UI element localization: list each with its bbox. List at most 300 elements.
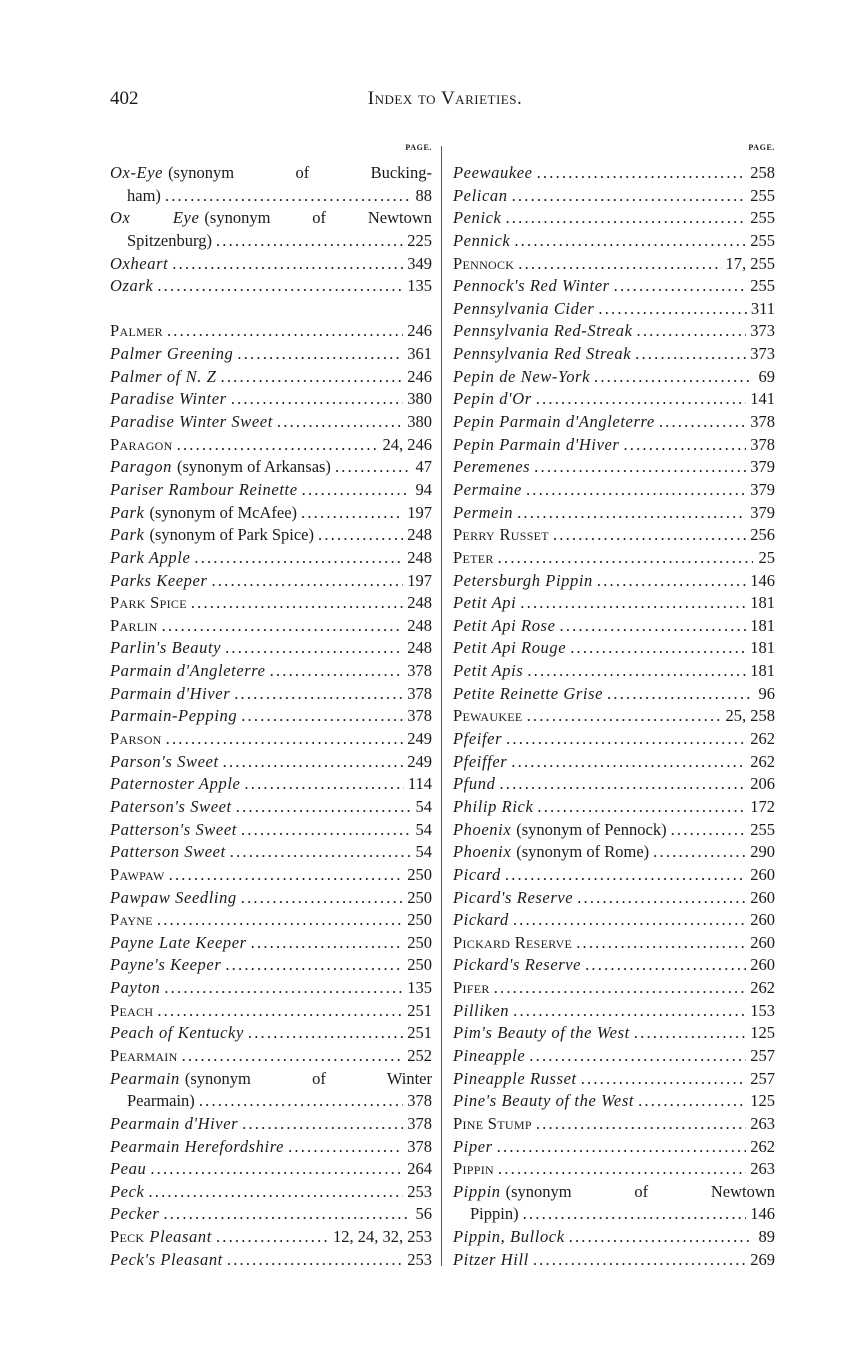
dot-leader — [248, 1022, 403, 1045]
variety-name: Permein — [453, 502, 514, 522]
dot-leader — [597, 570, 746, 593]
variety-name: Pilliken — [453, 1000, 510, 1020]
variety-name: Pecker — [110, 1204, 160, 1224]
index-entry — [453, 275, 775, 298]
index-entry — [453, 547, 775, 570]
index-entry — [453, 570, 775, 593]
index-entry — [453, 1000, 775, 1023]
variety-name: Parson — [110, 729, 162, 749]
dot-leader — [157, 1000, 403, 1023]
variety-name: Pineapple — [453, 1045, 526, 1065]
variety-name: Pineapple Russet — [453, 1068, 577, 1088]
synonym-note: (synonym of Pennock) — [516, 819, 667, 839]
page-reference: 153 — [750, 1000, 775, 1020]
index-entry — [110, 1022, 432, 1045]
dot-leader — [148, 1181, 403, 1204]
index-entry — [453, 1022, 775, 1045]
variety-name: Pifer — [453, 978, 490, 998]
dot-leader — [237, 343, 403, 366]
dot-leader — [581, 1068, 747, 1091]
variety-name: Peter — [453, 547, 494, 567]
dot-leader — [506, 728, 746, 751]
index-entry — [453, 1090, 775, 1113]
index-entry — [453, 524, 775, 547]
variety-name: Permaine — [453, 479, 522, 499]
variety-name: Pennock — [453, 253, 515, 273]
variety-name: Pfund — [453, 774, 496, 794]
index-entry — [110, 253, 432, 276]
variety-name: Peremenes — [453, 457, 531, 477]
dot-leader — [318, 524, 403, 547]
dot-leader — [182, 1045, 404, 1068]
index-entry — [453, 615, 775, 638]
variety-name: Parlin's Beauty — [110, 638, 222, 658]
page-reference: 249 — [407, 729, 432, 749]
page-reference: 54 — [415, 819, 432, 839]
page-reference: 114 — [407, 774, 432, 794]
page-reference: 248 — [407, 615, 432, 635]
dot-leader — [614, 275, 747, 298]
variety-name: Pearmain — [110, 1068, 180, 1088]
synonym-note: (synonym of Winter — [184, 1068, 432, 1088]
dot-leader — [569, 1226, 753, 1249]
variety-name: Paradise Winter Sweet — [110, 412, 273, 432]
index-column-right — [453, 140, 775, 1271]
variety-name: Pitzer Hill — [453, 1249, 529, 1269]
variety-name: Phoenix — [453, 842, 512, 862]
dot-leader — [523, 1203, 747, 1226]
index-entry-continuation — [453, 1203, 775, 1226]
dot-leader — [225, 637, 403, 660]
variety-name: Patterson Sweet — [110, 842, 226, 862]
page-reference: 249 — [407, 751, 432, 771]
dot-leader — [494, 977, 747, 1000]
dot-leader — [534, 456, 746, 479]
dot-leader — [635, 343, 746, 366]
index-entry — [110, 1181, 432, 1204]
variety-name: Peau — [110, 1159, 147, 1179]
dot-leader — [533, 1249, 746, 1272]
page-reference: 290 — [750, 842, 775, 862]
dot-leader — [167, 320, 403, 343]
dot-leader — [594, 366, 753, 389]
variety-name: Peach — [110, 1000, 154, 1020]
page-reference: 255 — [750, 276, 775, 296]
index-entry — [110, 1068, 432, 1091]
page-reference: 255 — [750, 185, 775, 205]
variety-name: Petit Apis — [453, 661, 524, 681]
variety-name: Pawpaw — [110, 864, 165, 884]
page-column-label: PAGE. — [748, 143, 775, 152]
index-entry — [110, 615, 432, 638]
page-reference: 253 — [407, 1181, 432, 1201]
page-reference: 94 — [415, 479, 432, 499]
page-reference: 250 — [407, 910, 432, 930]
dot-leader — [637, 320, 747, 343]
index-entry — [110, 660, 432, 683]
page-reference: 378 — [407, 1136, 432, 1156]
index-entry — [110, 592, 432, 615]
variety-name: Paragon — [110, 434, 173, 454]
page-reference: 25 — [758, 547, 775, 567]
index-column-left — [110, 140, 432, 1271]
dot-leader — [576, 932, 746, 955]
index-entry — [453, 1068, 775, 1091]
page-reference: 269 — [750, 1249, 775, 1269]
page-reference: 361 — [407, 344, 432, 364]
variety-name: Picard — [453, 864, 501, 884]
page-reference: 12, 24, 32, 253 — [333, 1227, 432, 1247]
index-entry — [453, 1158, 775, 1181]
page-reference: 264 — [407, 1159, 432, 1179]
variety-name: Petit Api — [453, 593, 517, 613]
page-reference: 25, 258 — [725, 706, 775, 726]
page-reference: 56 — [415, 1204, 432, 1224]
dot-leader — [514, 230, 746, 253]
index-entry — [110, 819, 432, 842]
variety-name: Parmain d'Hiver — [110, 683, 231, 703]
index-entry — [453, 819, 775, 842]
dot-leader — [498, 1158, 746, 1181]
page-reference: 260 — [750, 910, 775, 930]
page-reference: 379 — [750, 457, 775, 477]
variety-name: Petit Api Rouge — [453, 638, 567, 658]
dot-leader — [537, 796, 746, 819]
index-entry — [453, 411, 775, 434]
variety-name: Pennsylvania Cider — [453, 298, 595, 318]
variety-name: Pippin — [453, 1159, 494, 1179]
dot-leader — [537, 162, 747, 185]
page-reference: 181 — [750, 661, 775, 681]
page-reference: 378 — [407, 706, 432, 726]
variety-name: Palmer Greening — [110, 344, 234, 364]
dot-leader — [231, 388, 404, 411]
index-entry — [110, 1226, 432, 1249]
dot-leader — [497, 1136, 747, 1159]
dot-leader — [607, 683, 753, 706]
index-entry — [453, 1249, 775, 1272]
page-reference: 373 — [750, 344, 775, 364]
dot-leader — [236, 796, 410, 819]
index-entry — [110, 162, 432, 185]
dot-leader — [301, 502, 403, 525]
variety-name: Payton — [110, 978, 161, 998]
dot-leader — [225, 954, 403, 977]
variety-name-part: Pleasant — [149, 1227, 212, 1247]
page-reference: 17, 255 — [725, 253, 775, 273]
page-reference: 125 — [750, 1023, 775, 1043]
page-reference: 380 — [407, 389, 432, 409]
variety-name: Peck — [110, 1181, 145, 1201]
page-reference: 260 — [750, 932, 775, 952]
dot-leader — [335, 456, 410, 479]
dot-leader — [498, 547, 753, 570]
variety-name: Pepin Parmain d'Angleterre — [453, 412, 655, 432]
variety-name: Peck's Pleasant — [110, 1249, 223, 1269]
index-entry — [110, 343, 432, 366]
index-entry — [110, 434, 432, 457]
variety-name: Peach of Kentucky — [110, 1023, 244, 1043]
dot-leader — [166, 728, 404, 751]
synonym-note: (synonym of McAfee) — [149, 502, 298, 522]
variety-name: Pickard — [453, 910, 509, 930]
page-reference: 260 — [750, 955, 775, 975]
variety-name: Parlin — [110, 615, 158, 635]
index-entry — [110, 887, 432, 910]
index-entry — [453, 1181, 775, 1204]
page-reference: 54 — [415, 796, 432, 816]
dot-leader — [659, 411, 746, 434]
continuation-text: Pippin) — [470, 1204, 519, 1224]
index-entry — [110, 479, 432, 502]
dot-leader — [560, 615, 747, 638]
blank-line — [110, 298, 432, 321]
page-reference: 69 — [758, 366, 775, 386]
variety-name: Pickard's Reserve — [453, 955, 582, 975]
page-reference: 252 — [407, 1045, 432, 1065]
variety-name: Pearmain — [110, 1045, 178, 1065]
index-entry — [453, 1226, 775, 1249]
variety-name: Ox Eye — [110, 208, 200, 228]
index-entry-continuation — [110, 185, 432, 208]
variety-name: Ox-Eye — [110, 163, 164, 182]
page-reference: 257 — [750, 1068, 775, 1088]
dot-leader — [577, 887, 746, 910]
variety-name: Pennock's Red Winter — [453, 276, 610, 296]
dot-leader — [216, 1226, 329, 1249]
dot-leader — [517, 502, 746, 525]
page-reference: 246 — [407, 366, 432, 386]
dot-leader — [570, 637, 746, 660]
dot-leader — [241, 705, 403, 728]
column-divider — [441, 146, 442, 1266]
page-reference: 251 — [407, 1023, 432, 1043]
page-reference: 146 — [750, 570, 775, 590]
index-entry — [110, 388, 432, 411]
page-reference: 225 — [407, 230, 432, 250]
index-entry — [453, 909, 775, 932]
index-entry — [453, 796, 775, 819]
index-entry — [453, 1045, 775, 1068]
dot-leader — [529, 1045, 746, 1068]
variety-name: Pine Stump — [453, 1113, 532, 1133]
page-reference: 181 — [750, 615, 775, 635]
index-entry — [453, 298, 775, 321]
page-reference: 378 — [750, 434, 775, 454]
variety-name: Payne's Keeper — [110, 955, 222, 975]
synonym-note: (synonym of Rome) — [516, 842, 650, 862]
page-reference: 260 — [750, 864, 775, 884]
dot-leader — [165, 185, 410, 208]
page-reference: 146 — [750, 1204, 775, 1224]
dot-leader — [162, 615, 404, 638]
page-reference: 250 — [407, 864, 432, 884]
continuation-text: ham) — [127, 185, 161, 205]
variety-name: Patterson's Sweet — [110, 819, 237, 839]
variety-name: Palmer — [110, 321, 163, 341]
index-entry — [453, 977, 775, 1000]
page-reference: 181 — [750, 593, 775, 613]
dot-leader — [553, 524, 746, 547]
variety-name: Pennsylvania Red-Streak — [453, 321, 633, 341]
dot-leader — [242, 1113, 403, 1136]
page-reference: 311 — [750, 298, 775, 318]
page-reference: 379 — [750, 502, 775, 522]
dot-leader — [598, 298, 746, 321]
dot-leader — [671, 819, 747, 842]
page-reference: 197 — [407, 502, 432, 522]
page-reference: 206 — [750, 774, 775, 794]
variety-name: Oxheart — [110, 253, 169, 273]
page-reference: 181 — [750, 638, 775, 658]
dot-leader — [520, 592, 746, 615]
variety-name: Pfeiffer — [453, 751, 508, 771]
variety-name: Paternoster Apple — [110, 774, 241, 794]
page-reference: 378 — [407, 683, 432, 703]
page-reference: 263 — [750, 1159, 775, 1179]
index-entry — [453, 841, 775, 864]
variety-name: Parks Keeper — [110, 570, 208, 590]
dot-leader — [169, 864, 404, 887]
index-entry — [453, 705, 775, 728]
dot-leader — [172, 253, 403, 276]
variety-name: Picard's Reserve — [453, 887, 574, 907]
page-reference: 125 — [750, 1091, 775, 1111]
continuation-text: Pearmain) — [127, 1091, 195, 1111]
page-reference: 54 — [415, 842, 432, 862]
page-reference: 349 — [407, 253, 432, 273]
dot-leader — [623, 434, 746, 457]
variety-name: Pearmain Herefordshire — [110, 1136, 285, 1156]
index-entry — [110, 207, 432, 230]
dot-leader — [216, 230, 403, 253]
index-entry — [453, 683, 775, 706]
index-entry — [110, 320, 432, 343]
page-reference: 263 — [750, 1113, 775, 1133]
dot-leader — [288, 1136, 403, 1159]
dot-leader — [638, 1090, 746, 1113]
dot-leader — [157, 909, 403, 932]
index-entry — [110, 932, 432, 955]
index-entry — [110, 841, 432, 864]
page-reference: 135 — [407, 978, 432, 998]
index-entry — [453, 320, 775, 343]
index-entry — [453, 479, 775, 502]
dot-leader — [518, 253, 721, 276]
index-entry — [110, 864, 432, 887]
variety-name: Pawpaw Seedling — [110, 887, 237, 907]
index-entry — [110, 411, 432, 434]
running-title: Index to Varieties. — [367, 88, 523, 109]
variety-name: Piper — [453, 1136, 493, 1156]
dot-leader — [505, 864, 746, 887]
index-entry — [110, 954, 432, 977]
dot-leader — [223, 751, 404, 774]
dot-leader — [194, 547, 403, 570]
page-reference: 373 — [750, 321, 775, 341]
dot-leader — [221, 366, 404, 389]
page-reference: 255 — [750, 819, 775, 839]
index-entry — [110, 1113, 432, 1136]
index-entry — [453, 887, 775, 910]
index-entry — [110, 909, 432, 932]
variety-name: Pennick — [453, 230, 511, 250]
page-column-label: PAGE. — [405, 143, 432, 152]
variety-name: Pepin d'Or — [453, 389, 532, 409]
synonym-note: (synonym of Park Spice) — [149, 525, 315, 545]
index-entry — [453, 162, 775, 185]
index-entry — [453, 502, 775, 525]
dot-leader — [227, 1249, 403, 1272]
variety-name: Peewaukee — [453, 163, 533, 182]
index-entry — [110, 1249, 432, 1272]
variety-name: Park — [110, 525, 145, 545]
variety-name: Park Apple — [110, 547, 191, 567]
page-reference: 253 — [407, 1249, 432, 1269]
page-reference: 246 — [407, 321, 432, 341]
variety-name: Pippin — [453, 1181, 501, 1201]
page-reference: 248 — [407, 638, 432, 658]
dot-leader — [512, 185, 747, 208]
variety-name: Ozark — [110, 276, 154, 296]
page-reference: 24, 246 — [382, 434, 432, 454]
dot-leader — [241, 819, 410, 842]
index-entry — [110, 275, 432, 298]
index-entry — [453, 185, 775, 208]
index-entry — [453, 388, 775, 411]
page-reference: 250 — [407, 932, 432, 952]
variety-name: Pepin de New-York — [453, 366, 590, 386]
index-entry — [110, 1136, 432, 1159]
index-entry — [110, 366, 432, 389]
page-reference: 378 — [407, 1091, 432, 1111]
dot-leader — [150, 1158, 403, 1181]
dot-leader — [191, 592, 403, 615]
index-entry — [453, 660, 775, 683]
page-reference: 262 — [750, 751, 775, 771]
dot-leader — [211, 570, 403, 593]
variety-name: Phoenix — [453, 819, 512, 839]
page-reference: 255 — [750, 208, 775, 228]
variety-name: Peck — [110, 1227, 145, 1247]
dot-leader — [270, 660, 404, 683]
page-reference: 172 — [750, 796, 775, 816]
variety-name: Perry Russet — [453, 525, 549, 545]
page-reference: 248 — [407, 525, 432, 545]
page-reference: 258 — [750, 163, 775, 182]
dot-leader — [244, 773, 403, 796]
dot-leader — [277, 411, 403, 434]
page-reference: 89 — [758, 1227, 775, 1247]
index-entry — [453, 434, 775, 457]
variety-name: Paterson's Sweet — [110, 796, 232, 816]
variety-name: Philip Rick — [453, 796, 534, 816]
index-entry — [453, 932, 775, 955]
variety-name: Pariser Rambour Reinette — [110, 479, 298, 499]
index-entry — [110, 796, 432, 819]
variety-name: Pfeifer — [453, 729, 503, 749]
index-entry-continuation — [110, 1090, 432, 1113]
page-reference: 378 — [750, 412, 775, 432]
page-reference: 88 — [415, 185, 432, 205]
index-entry — [453, 1113, 775, 1136]
index-entry — [453, 751, 775, 774]
page-reference: 250 — [407, 955, 432, 975]
variety-name: Payne — [110, 910, 153, 930]
index-entry — [110, 1000, 432, 1023]
variety-name: Pine's Beauty of the West — [453, 1091, 635, 1111]
index-entry — [453, 253, 775, 276]
